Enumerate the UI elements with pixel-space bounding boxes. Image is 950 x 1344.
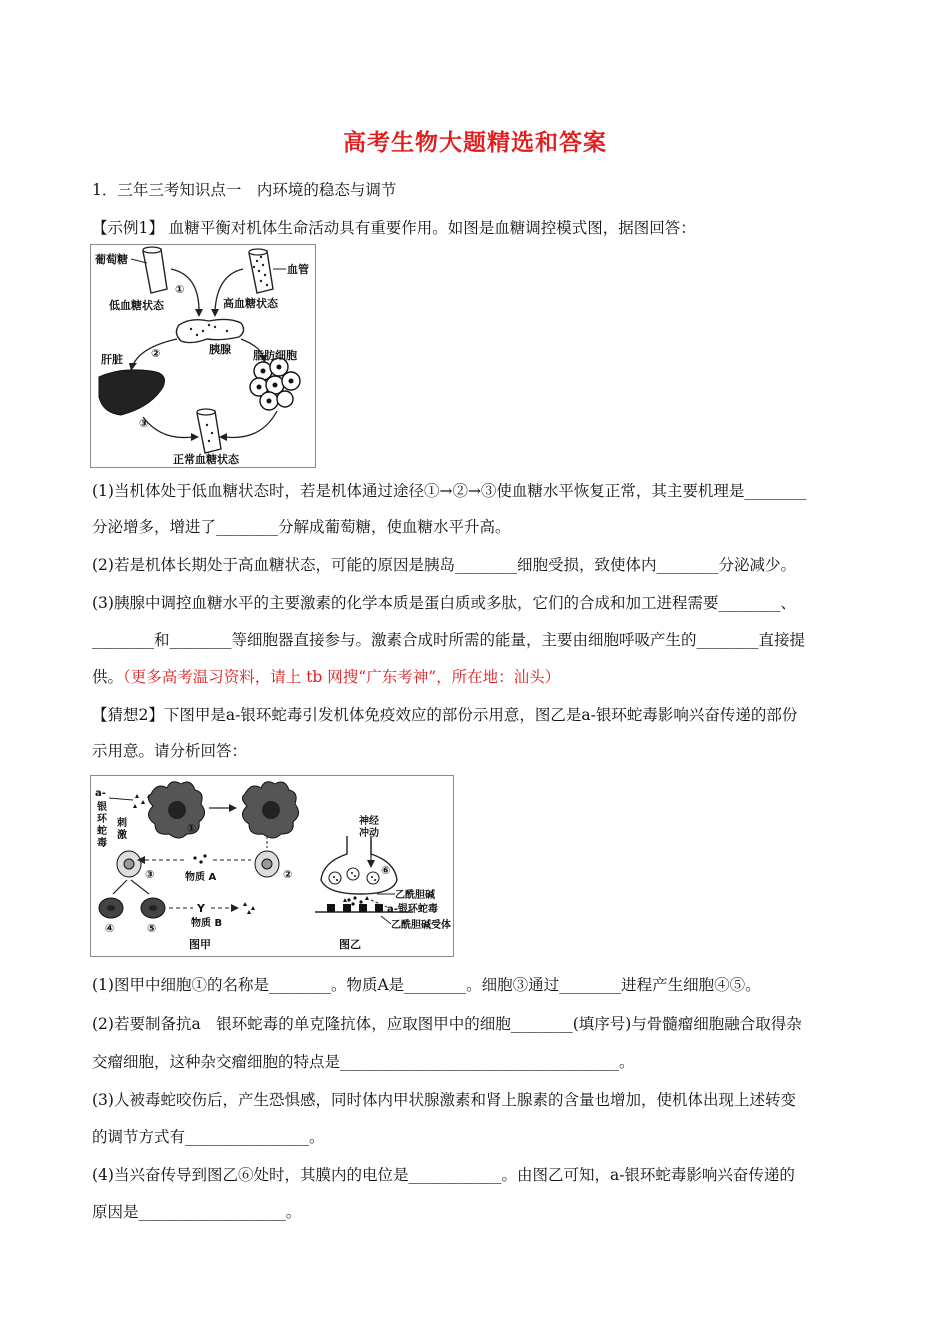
- immune-synapse-diagram: [90, 775, 454, 957]
- label-blood-vessel: 血管: [287, 263, 309, 276]
- dendritic-cell-2-icon: [242, 782, 298, 838]
- g2-q2-line1: (2)若要制备抗a 银环蛇毒的单克隆抗体，应取图甲中的细胞________(填序号)与骨髓瘤细胞融合取得杂: [92, 1015, 802, 1033]
- label-ach: 乙酰胆碱: [395, 890, 435, 901]
- g2-q1: (1)图甲中细胞①的名称是________。物质A是________。细胞③通过________进程产生细胞④⑤。: [92, 976, 761, 994]
- label-cell-4: ④: [105, 922, 115, 935]
- ex1-q3-line3: [92, 667, 862, 687]
- label-toxin-b: 银: [97, 802, 107, 813]
- g2-q2-line2: 交瘤细胞，这种杂交瘤细胞的特点是____________________________________。: [92, 1053, 635, 1071]
- label-n2: ②: [151, 347, 161, 360]
- pancreas-icon: [176, 319, 243, 342]
- g2-q4-line2: 原因是___________________。: [92, 1203, 302, 1221]
- label-glucose: 葡萄糖: [95, 253, 128, 266]
- label-normal: 正常血糖状态: [173, 453, 239, 466]
- vessel-low-icon: [143, 247, 167, 293]
- label-n3: ③: [139, 417, 149, 430]
- vessel-normal-icon: [197, 409, 221, 453]
- label-nerve-a: 神经: [359, 816, 379, 827]
- label-toxin-e: 毒: [97, 838, 107, 849]
- guess2-intro-line2: 示用意。请分析回答：: [92, 742, 248, 760]
- cell-3-icon: [117, 851, 141, 877]
- label-pancreas: 胰腺: [209, 343, 231, 356]
- label-fat-cell: 脂肪细胞: [253, 349, 297, 362]
- ex1-q3-end: 供。: [92, 668, 124, 686]
- label-stim-b: 激: [117, 830, 127, 841]
- promo-text: （更多高考温习资料，请上 tb 网搜“广东考神”，所在地：汕头）: [123, 668, 561, 686]
- svg-text:Y: Y: [197, 902, 205, 915]
- section-heading: 1．三年三考知识点一 内环境的稳态与调节: [92, 181, 397, 199]
- label-fig-yi: 图乙: [339, 938, 361, 951]
- blood-sugar-diagram: [90, 244, 316, 468]
- label-n6: ⑥: [381, 864, 391, 877]
- label-toxin: a-银环蛇毒: [387, 904, 438, 915]
- g2-q3-line2: 的调节方式有________________。: [92, 1128, 325, 1146]
- label-low-sugar: 低血糖状态: [109, 299, 164, 312]
- receptor-icon: [327, 904, 383, 912]
- label-toxin-a: a-: [95, 788, 106, 799]
- label-toxin-c: 环: [97, 814, 107, 825]
- g2-q3-line1: (3)人被毒蛇咬伤后，产生恐惧感，同时体内甲状腺激素和肾上腺素的含量也增加，使机体出现上述转变: [92, 1091, 796, 1109]
- label-stim-a: 刺: [117, 818, 127, 829]
- liver-icon: [99, 370, 165, 415]
- ex1-q1-line2: 分泌增多，增进了________分解成葡萄糖，使血糖水平升高。: [92, 518, 511, 536]
- example1-intro: 【示例1】 血糖平衡对机体生命活动具有重要作用。如图是血糖调控模式图，据图回答：: [92, 219, 696, 237]
- label-cell-3: ③: [145, 868, 155, 881]
- label-receptor: 乙酰胆碱受体: [391, 920, 451, 931]
- label-high-sugar: 高血糖状态: [223, 297, 278, 310]
- label-cell-5: ⑤: [147, 922, 157, 935]
- label-nerve-b: 冲动: [359, 828, 379, 839]
- ex1-q3-line2: ________和________等细胞器直接参与。激素合成时所需的能量，主要由细胞呼吸产生的________直接提: [92, 631, 806, 649]
- g2-q4-line1: (4)当兴奋传导到图乙⑥处时，其膜内的电位是____________。由图乙可知，a-银环蛇毒影响兴奋传递的: [92, 1166, 795, 1184]
- cell-4-icon: [99, 898, 123, 918]
- label-liver: 肝脏: [101, 353, 123, 366]
- label-n1: ①: [175, 283, 185, 296]
- ex1-q2: (2)若是机体长期处于高血糖状态，可能的原因是胰岛________细胞受损，致使体内________分泌减少。: [92, 556, 796, 574]
- label-substance-a: 物质 A: [185, 872, 217, 883]
- label-cell-2: ②: [283, 868, 293, 881]
- label-cell-1: ①: [187, 822, 197, 835]
- ex1-q1-line1: (1)当机体处于低血糖状态时，若是机体通过途径①→②→③使血糖水平恢复正常，其主要机理是________: [92, 482, 807, 500]
- ex1-q3-line1: (3)胰腺中调控血糖水平的主要激素的化学本质是蛋白质或多肽，它们的合成和加工进程需要________、: [92, 594, 796, 612]
- label-substance-b: 物质 B: [191, 918, 223, 929]
- label-fig-jia: 图甲: [189, 938, 211, 951]
- vessel-high-icon: [249, 249, 273, 293]
- guess2-intro-line1: 【猜想2】下图甲是a-银环蛇毒引发机体免疫效应的部份示用意，图乙是a-银环蛇毒影响兴奋传递的部份: [92, 706, 798, 724]
- cell-2-icon: [255, 851, 279, 877]
- cell-5-icon: [141, 898, 165, 918]
- label-toxin-d: 蛇: [97, 826, 107, 837]
- page-title: 高考生物大题精选和答案: [343, 130, 607, 156]
